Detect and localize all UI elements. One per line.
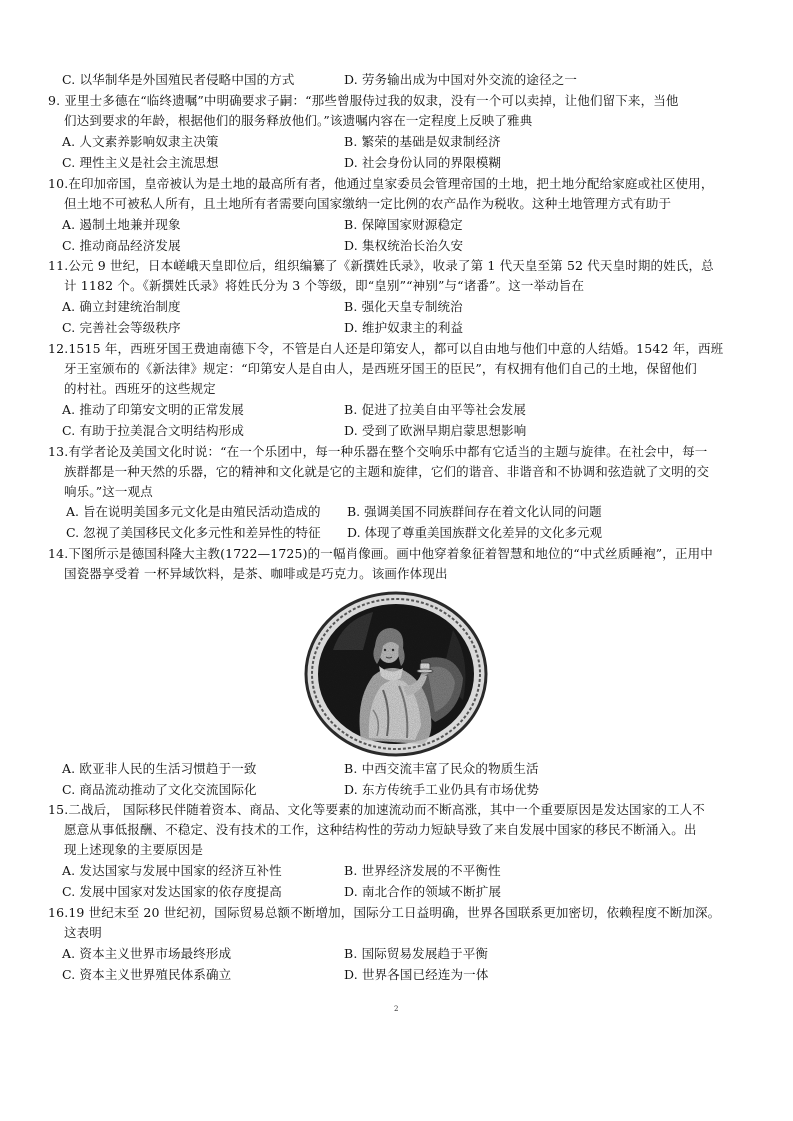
- q15-stem-line1: 15.二战后， 国际移民伴随着资本、商品、文化等要素的加速流动而不断高涨，其中一个重要原因是发达国家的工人不: [48, 802, 705, 817]
- q12-stem-line3: 的村社。西班牙的这些规定: [64, 381, 216, 396]
- q15-option-a: A. 发达国家与发展中国家的经济互补性: [62, 863, 282, 878]
- q9-stem-line2: 们达到要求的年龄，根据他们的服务释放他们。”该遗嘱内容在一定程度上反映了雅典: [64, 113, 533, 128]
- q9-option-b: B. 繁荣的基础是奴隶制经济: [344, 134, 501, 149]
- q16-option-a: A. 资本主义世界市场最终形成: [62, 946, 232, 961]
- q11-stem-line2: 计 1182 个。《新撰姓氏录》将姓氏分为 3 个等级，即“皇别”“神别”与“诸番”。这一举动旨在: [64, 278, 585, 293]
- q15-option-c: C. 发展中国家对发达国家的依存度提高: [62, 884, 282, 899]
- q8-option-d: D. 劳务输出成为中国对外交流的途径之一: [344, 72, 578, 87]
- q14-option-b: B. 中西交流丰富了民众的物质生活: [344, 761, 539, 776]
- q13-option-a: A. 旨在说明美国多元文化是由殖民活动造成的: [66, 504, 321, 519]
- q15-option-d: D. 南北合作的领域不断扩展: [344, 884, 502, 899]
- q15-stem-line3: 现上述现象的主要原因是: [64, 842, 204, 857]
- q11-option-b: B. 强化天皇专制统治: [344, 299, 463, 314]
- q15-stem-line2: 愿意从事低报酬、不稳定、没有技术的工作，这种结构性的劳动力短缺导致了来自发展中国家的移民不断涌入。出: [64, 822, 697, 837]
- archbishop-portrait-image: [303, 590, 489, 758]
- q9-option-a: A. 人文素养影响奴隶主决策: [62, 134, 219, 149]
- q9-option-c: C. 理性主义是社会主流思想: [62, 155, 219, 170]
- q15-option-b: B. 世界经济发展的不平衡性: [344, 863, 501, 878]
- q13-option-c: C. 忽视了美国移民文化多元性和差异性的特征: [66, 525, 321, 540]
- q11-option-a: A. 确立封建统治制度: [62, 299, 181, 314]
- q10-option-a: A. 遏制土地兼并现象: [62, 217, 181, 232]
- q9-option-d: D. 社会身份认同的界限模糊: [344, 155, 502, 170]
- q14-option-d: D. 东方传统手工业仍具有市场优势: [344, 782, 540, 797]
- page-number: 2: [394, 1005, 399, 1013]
- q12-option-c: C. 有助于拉美混合文明结构形成: [62, 423, 244, 438]
- q13-stem-line3: 响乐。”这一观点: [64, 484, 153, 499]
- q16-stem-line1: 16.19 世纪末至 20 世纪初，国际贸易总额不断增加，国际分工日益明确，世界各国联系更加密切，依赖程度不断加深。: [48, 905, 721, 920]
- q16-option-d: D. 世界各国已经连为一体: [344, 967, 489, 982]
- q16-option-c: C. 资本主义世界殖民体系确立: [62, 967, 232, 982]
- q14-option-a: A. 欧亚非人民的生活习惯趋于一致: [62, 761, 257, 776]
- q10-option-d: D. 集权统治长治久安: [344, 238, 464, 253]
- q12-stem-line1: 12.1515 年，西班牙国王费迪南德下令，不管是白人还是印第安人，都可以自由地与他们中意的人结婚。1542 年，西班: [48, 341, 724, 356]
- q14-stem-line2: 国瓷器享受着 一杯异域饮料，是茶、咖啡或是巧克力。该画作体现出: [64, 566, 448, 581]
- q12-option-a: A. 推动了印第安文明的正常发展: [62, 402, 244, 417]
- q13-option-d: D. 体现了尊重美国族群文化差异的文化多元观: [347, 525, 603, 540]
- q8-option-c: C. 以华制华是外国殖民者侵略中国的方式: [62, 72, 295, 87]
- q13-option-b: B. 强调美国不同族群间存在着文化认同的问题: [347, 504, 602, 519]
- q10-stem-line1: 10.在印加帝国，皇帝被认为是土地的最高所有者，他通过皇家委员会管理帝国的土地，把土地分配给家庭或社区使用，: [48, 176, 714, 191]
- q14-option-c: C. 商品流动推动了文化交流国际化: [62, 782, 257, 797]
- q11-stem-line1: 11.公元 9 世纪，日本嵯峨天皇即位后，组织编纂了《新撰姓氏录》，收录了第 1 代天皇至第 52 代天皇时期的姓氏，总: [48, 258, 714, 273]
- q12-option-b: B. 促进了拉美自由平等社会发展: [344, 402, 527, 417]
- q12-option-d: D. 受到了欧洲早期启蒙思想影响: [344, 423, 527, 438]
- q13-stem-line1: 13.有学者论及美国文化时说：“在一个乐团中，每一种乐器在整个交响乐中都有它适当的主题与旋律。在社会中，每一: [48, 444, 708, 459]
- q16-stem-line2: 这表明: [64, 925, 102, 940]
- q13-stem-line2: 族群都是一种天然的乐器，它的精神和文化就是它的主题和旋律，它们的谐音、非谐音和不协调和弦造就了文明的交: [64, 464, 710, 479]
- q10-option-c: C. 推动商品经济发展: [62, 238, 181, 253]
- q9-stem-line1: 9. 亚里士多德在“临终遗嘱”中明确要求子嗣：“那些曾服侍过我的奴隶，没有一个可以卖掉，让他们留下来，当他: [48, 93, 679, 108]
- q14-stem-line1: 14.下图所示是德国科隆大主教(1722—1725)的一幅肖像画。画中他穿着象征着智慧和地位的“中式丝质睡袍”，正用中: [48, 546, 713, 561]
- q16-option-b: B. 国际贸易发展趋于平衡: [344, 946, 489, 961]
- q10-stem-line2: 但土地不可被私人所有，且土地所有者需要向国家缴纳一定比例的农产品作为税收。这种土地管理方式有助于: [64, 196, 672, 211]
- q11-option-d: D. 维护奴隶主的利益: [344, 320, 464, 335]
- q12-stem-line2: 牙王室颁布的《新法律》规定：“印第安人是自由人，是西班牙国王的臣民”，有权拥有他们自己的土地，保留他们: [64, 361, 697, 376]
- q11-option-c: C. 完善社会等级秩序: [62, 320, 181, 335]
- q10-option-b: B. 保障国家财源稳定: [344, 217, 463, 232]
